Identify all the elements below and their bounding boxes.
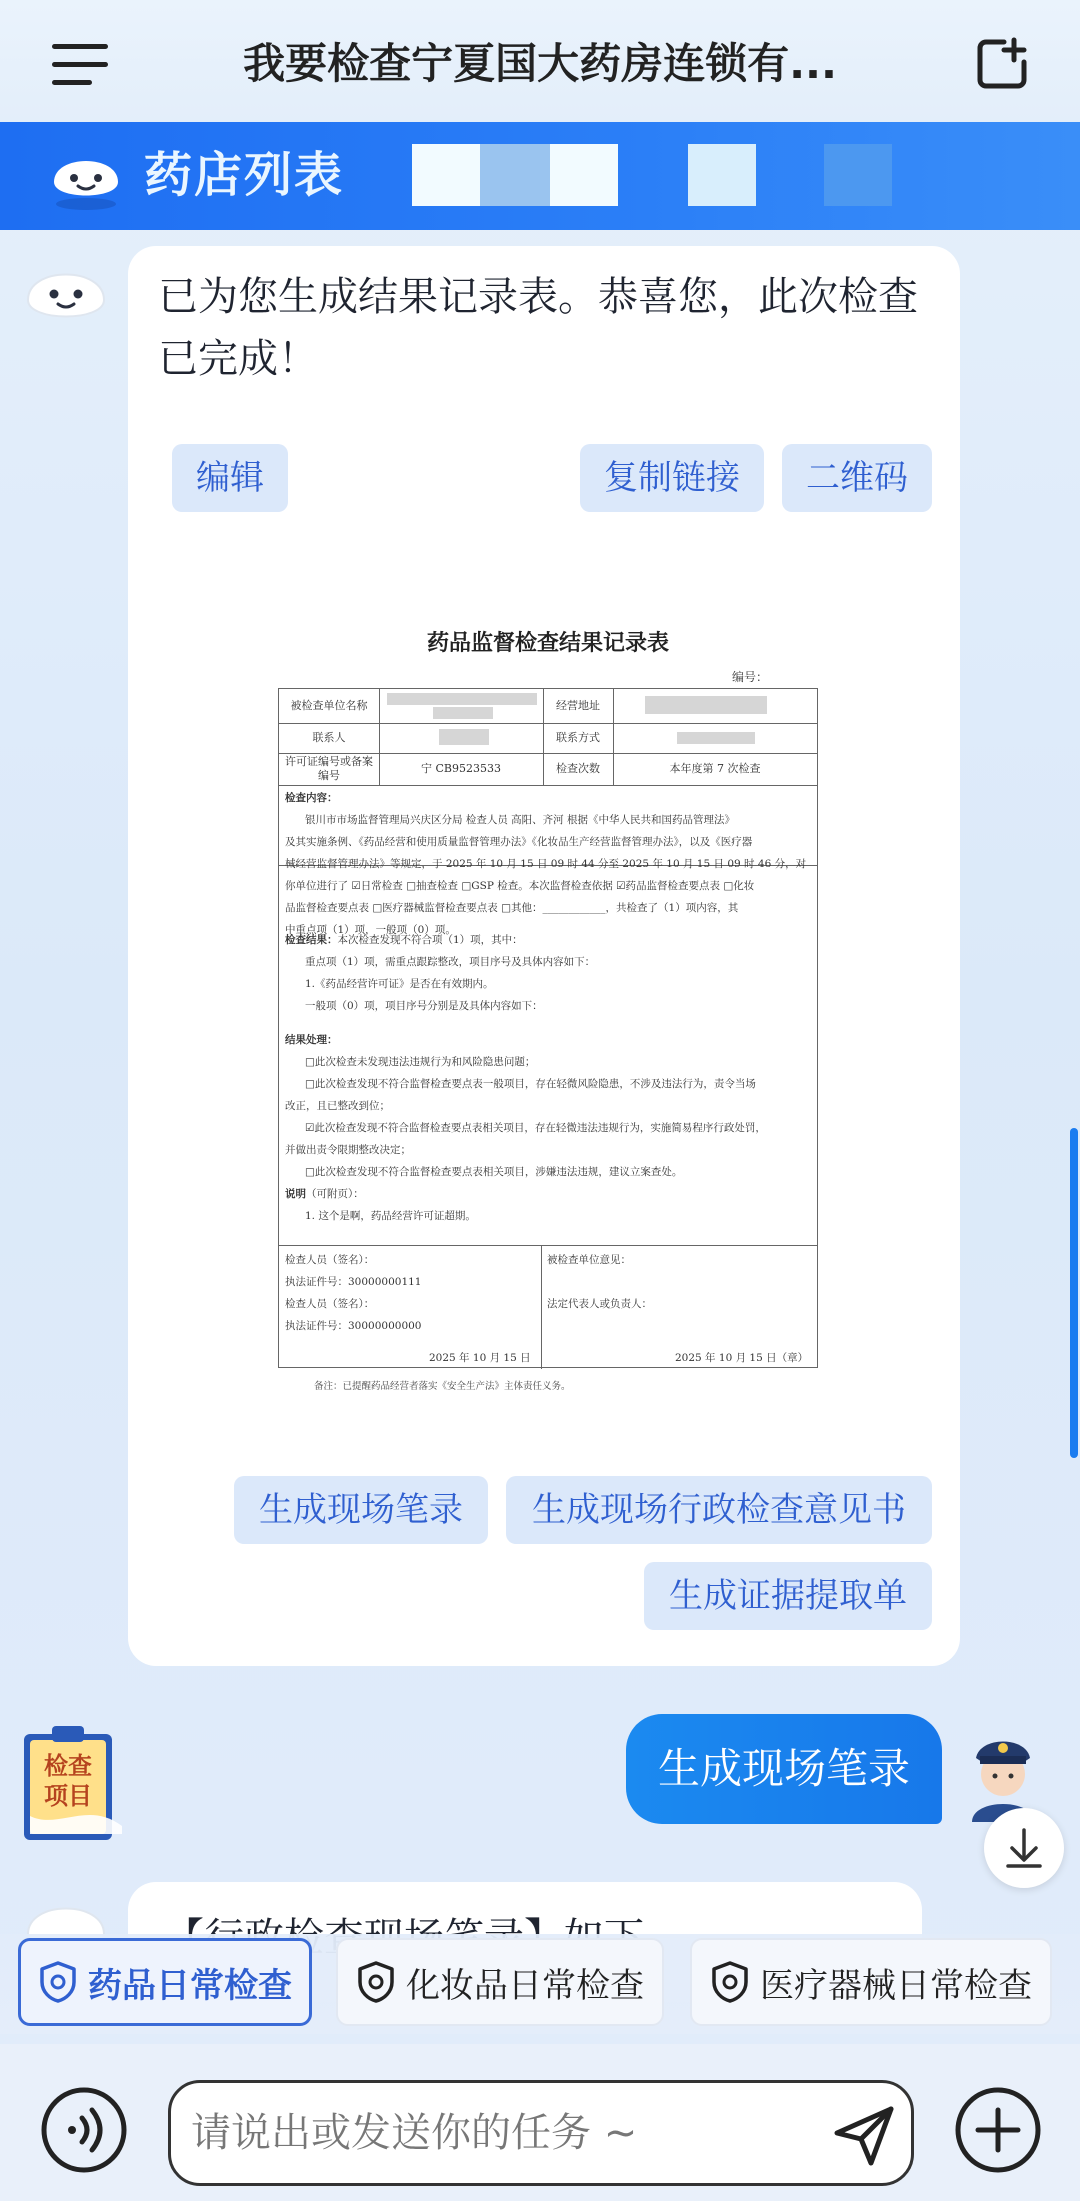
- result-handling-section: 结果处理： □此次检查未发现违法违规行为和风险隐患问题； □此次检查发现不符合监督检查要点表一般项目，存在轻微风险隐患，不涉及违法行为，责令当场 改正，且已整改到位； ☑此次检查发现不符合监督检查要点表相关项目，存在轻微违法违规行为，实施简易程序行政处罚， 并做出责令限期整改决定； □此次检查发现不符合监督检查要点表相关项目，涉嫌违法违规，建议立案查处。 说明（可附页）： 1. 这个是啊，药品经营许可证超期。: [285, 1034, 766, 1222]
- menu-icon[interactable]: [52, 44, 108, 88]
- contact-method-label: 联系方式: [556, 731, 600, 744]
- input-placeholder: 请说出或发送你的任务 ~: [191, 2110, 638, 2156]
- generate-evidence-form-button[interactable]: 生成证据提取单: [644, 1562, 932, 1630]
- edit-button[interactable]: 编辑: [172, 444, 288, 512]
- banner-title: 药店列表: [144, 147, 345, 203]
- tab-label: 化妆品日常检查: [406, 1965, 644, 2006]
- check-count-value: 本年度第 7 次检查: [669, 762, 761, 775]
- voice-icon[interactable]: [40, 2086, 128, 2174]
- check-items-badge[interactable]: [18, 1720, 124, 1850]
- shield-icon: [38, 1960, 78, 2004]
- shield-icon: [356, 1960, 396, 2004]
- blurred-block: [412, 144, 480, 206]
- contact-label: 联系人: [312, 731, 346, 744]
- blurred-block: [688, 144, 756, 206]
- document-footer-note: 备注：已提醒药品经营者落实《安全生产法》主体责任义务。: [314, 1381, 571, 1392]
- signature-right: 被检查单位意见： 法定代表人或负责人：: [547, 1254, 652, 1310]
- check-content-section: 检查内容： 银川市市场监督管理局兴庆区分局 检查人员 高阳、齐河 根据《中华人民共和国药品管理法》 及其实施条例、《药品经营和使用质量监督管理办法》《化妆品生产经营监督管理办法》，以及《医疗器 械经营监督管理办法》等规定，于 2025 年 10 月 15 日 09 时 44 分至 2025 年 10 月 15 日 09 时 46 分，对 你单位进行了 ☑日常检查 □抽查检查 □GSP 检查。本次监督检查依据 ☑药品监督检查要点表 □化妆 品监督检查要点表 □医疗器械监督检查要点表 □其他：____________，共检查了（1）项内容，其 中重点项（1）项，一般项（0）项。: [285, 792, 807, 936]
- badge-line1: 检查: [44, 1753, 92, 1780]
- bot-avatar-icon: [44, 142, 128, 212]
- check-count-label: 检查次数: [556, 762, 600, 775]
- task-input[interactable]: [168, 2080, 914, 2186]
- pharmacy-list-banner[interactable]: [0, 122, 1080, 230]
- bot-message-bubble: [128, 246, 960, 1666]
- document-title: 药品监督检查结果记录表: [426, 630, 669, 656]
- scroll-indicator[interactable]: [1070, 1128, 1078, 1458]
- qrcode-button[interactable]: 二维码: [782, 444, 932, 512]
- date-left: 2025 年 10 月 15 日: [429, 1352, 531, 1364]
- bot-message-text: 已为您生成结果记录表。恭喜您，此次检查已完成！: [158, 274, 918, 382]
- generate-opinion-letter-button[interactable]: 生成现场行政检查意见书: [506, 1476, 932, 1544]
- date-right: 2025 年 10 月 15 日（章）: [675, 1352, 809, 1364]
- tab-cosmetics-daily-check[interactable]: [336, 1938, 664, 2026]
- address-label: 经营地址: [556, 699, 600, 712]
- document-table: [278, 688, 818, 1368]
- blurred-block: [480, 144, 550, 206]
- download-icon: [984, 1808, 1064, 1888]
- top-bar: [0, 0, 1080, 122]
- new-chat-icon[interactable]: [974, 36, 1030, 92]
- signature-left: 检查人员（签名）： 执法证件号：30000000111 检查人员（签名）： 执法证件号：30000000000: [285, 1254, 422, 1332]
- page-title: 我要检查宁夏国大药房连锁有...: [243, 39, 837, 88]
- send-icon[interactable]: [831, 2103, 897, 2169]
- badge-line2: 项目: [44, 1783, 92, 1810]
- shield-icon: [710, 1960, 750, 2004]
- generate-onsite-record-button[interactable]: 生成现场笔录: [234, 1476, 488, 1544]
- inspected-unit-label: 被检查单位名称: [290, 699, 368, 712]
- copy-link-button[interactable]: 复制链接: [580, 444, 764, 512]
- check-result-section: 检查结果：本次检查发现不符合项（1）项，其中： 重点项（1）项，需重点跟踪整改，项目序号及具体内容如下： 1.《药品经营许可证》是否在有效期内。 一般项（0）项，项目序号分别是及具体内容如下：: [285, 934, 596, 1012]
- license-value: 宁 CB9523533: [421, 762, 501, 775]
- blurred-block: [550, 144, 618, 206]
- officer-avatar-icon: [962, 1722, 1044, 1822]
- tab-label: 药品日常检查: [88, 1965, 292, 2006]
- tab-label: 医疗器械日常检查: [760, 1965, 1032, 2006]
- result-record-document[interactable]: [278, 626, 818, 1392]
- document-number-label: 编号：: [732, 670, 769, 684]
- plus-icon[interactable]: [954, 2086, 1042, 2174]
- user-message-bubble: 生成现场笔录: [626, 1714, 942, 1824]
- license-label: 许可证编号或备案编号: [285, 755, 373, 782]
- scroll-to-bottom-button[interactable]: [984, 1808, 1064, 1888]
- tab-medical-device-daily-check[interactable]: [690, 1938, 1052, 2026]
- blurred-block: [824, 144, 892, 206]
- tab-drug-daily-check[interactable]: [18, 1938, 312, 2026]
- bot-avatar-icon: [22, 256, 110, 332]
